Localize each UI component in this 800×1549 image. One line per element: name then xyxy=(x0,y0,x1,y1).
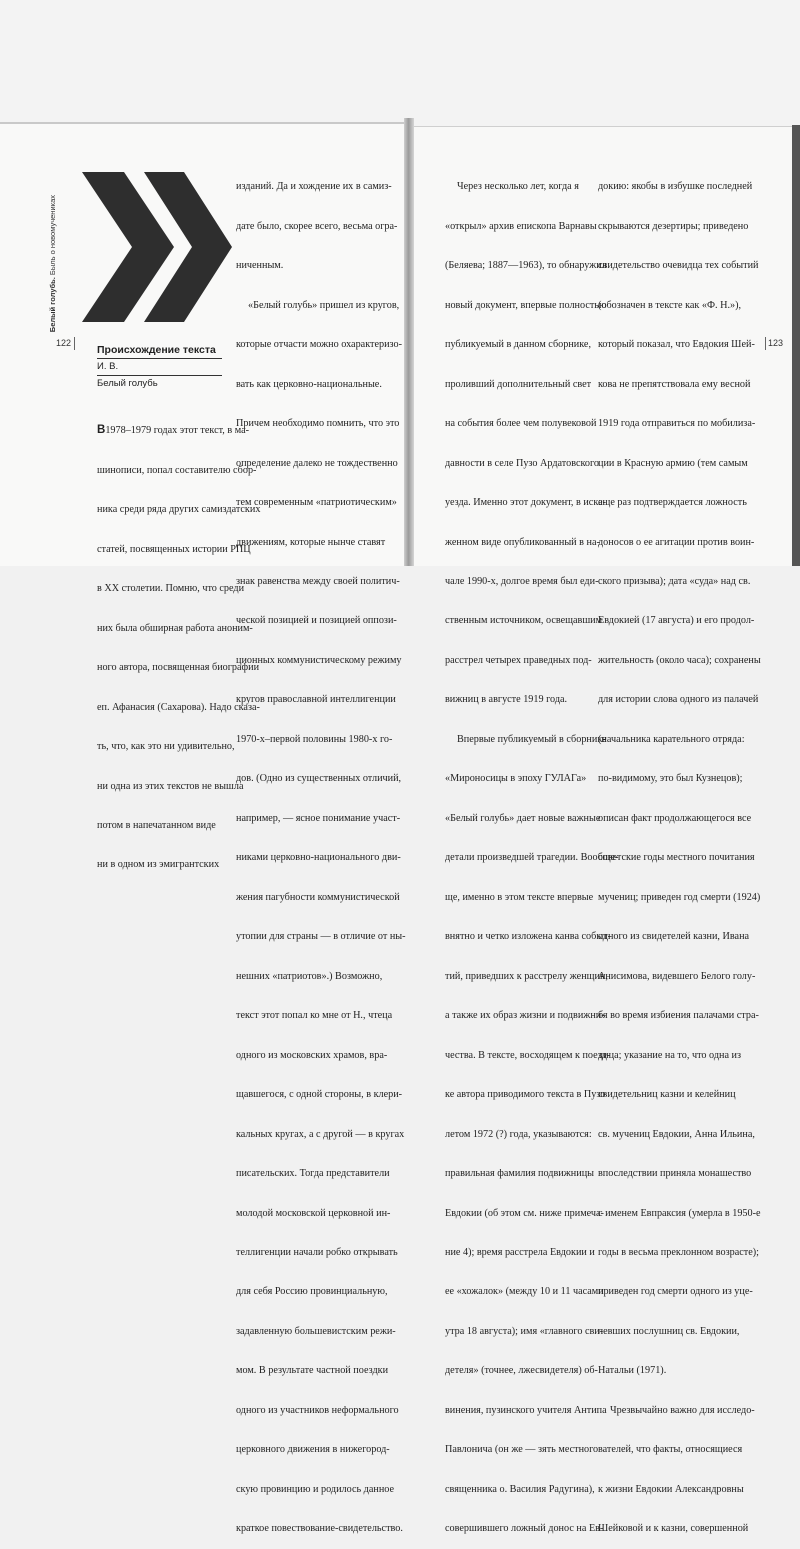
col2-line-1: дате было, скорее всего, весьма огра- xyxy=(236,220,398,232)
col3-line-10: чале 1990-х, долгое время был еди- xyxy=(445,576,599,587)
col3-line-30: детеля» (точнее, лжесвидетеля) об- xyxy=(445,1365,598,1377)
col2-line-7: определение далеко не тождественно xyxy=(236,457,398,469)
col4-line-14: (начальника карательного отряда: xyxy=(598,733,745,745)
col2-line-12: ционных коммунистическому режиму xyxy=(236,654,402,666)
col4-line-27: годы в весьма преклонном возрасте); xyxy=(598,1246,759,1258)
col2-line-19: утопии для страны — в отличие от ны- xyxy=(236,931,406,943)
col2-line-33: скую провинцию и родилось данное xyxy=(236,1483,395,1495)
col1-line-6: ного автора, посвященная биографии xyxy=(97,662,260,674)
col4-line-15: по-видимому, это был Кузнецов); xyxy=(598,773,743,785)
scan-background xyxy=(0,0,800,128)
drop-letter: В xyxy=(97,424,106,437)
col2-line-23: щавшегося, с одной стороны, в клери- xyxy=(236,1089,403,1101)
col4-line-25: впоследствии приняла монашество xyxy=(598,1168,752,1180)
section-rule xyxy=(97,375,222,376)
col4-line-3: (обозначен в тексте как «Ф. Н.»), xyxy=(598,299,742,311)
col2-line-11: ческой позицией и позицией оппози- xyxy=(236,615,397,627)
column-3 xyxy=(445,154,619,1549)
col2-line-25: писательских. Тогда представители xyxy=(236,1168,390,1180)
col2-line-8: тем современным «патриотическим» xyxy=(236,497,397,509)
col2-line-2: ниченным. xyxy=(236,260,284,272)
col2-line-28: для себя Россию провинциальную, xyxy=(236,1286,388,1298)
col3-line-9: женном виде опубликованный в на- xyxy=(445,536,600,548)
col3-line-24: летом 1972 (?) года, указываются: xyxy=(445,1128,592,1140)
col4-line-16: описан факт продолжающегося все xyxy=(598,812,752,824)
col2-line-34: краткое повествование-свидетельство. xyxy=(236,1523,403,1535)
col2-line-26: молодой московской церковной ин- xyxy=(236,1207,391,1219)
running-head xyxy=(48,195,57,332)
col2-line-0: изданий. Да и хождение их в самиз- xyxy=(236,181,392,193)
col2-line-32: церковного движения в нижегород- xyxy=(236,1444,390,1456)
col4-line-28: приведен год смерти одного из уце- xyxy=(598,1286,753,1298)
col3-line-15: «Мироносицы в эпоху ГУЛАГа» xyxy=(445,773,587,785)
col1-line-4: в XX столетии. Помню, что среди xyxy=(97,583,245,595)
col2-line-6: Причем необходимо помнить, что это xyxy=(236,418,400,430)
col4-line-2: свидетельство очевидца тех событий xyxy=(598,260,759,272)
col2-line-10: знак равенства между своей политич- xyxy=(236,576,400,587)
col4-line-6: 1919 года отправиться по мобилиза- xyxy=(598,418,756,430)
col3-line-18: ще, именно в этом тексте впервые xyxy=(445,891,594,903)
section-rule xyxy=(97,358,222,359)
chevron-ornament-icon xyxy=(72,170,232,330)
col1-line-9: ни одна из этих текстов не вышла xyxy=(97,780,244,792)
col3-line-31: винения, пузинского учителя Антипа xyxy=(445,1404,607,1416)
col4-line-22: дица; указание на то, что одна из xyxy=(598,1049,742,1061)
col1-line-8: ть, что, как это ни удивительно, xyxy=(97,741,235,753)
col3-line-19: внятно и четко изложена канва событ- xyxy=(445,931,612,943)
col2-line-4: которые отчасти можно охарактеризо- xyxy=(236,339,402,351)
col3-line-12: расстрел четырех праведных под- xyxy=(445,654,592,666)
col4-line-31: Чрезвычайно важно для исследо- xyxy=(610,1404,755,1416)
col2-line-20: нешних «патриотов».) Возможно, xyxy=(236,970,383,982)
col3-line-16: «Белый голубь» дает новые важные xyxy=(445,812,601,824)
col3-line-22: чества. В тексте, восходящем к поезд- xyxy=(445,1049,611,1061)
col4-line-24: св. мучениц Евдокии, Анна Ильина, xyxy=(598,1128,755,1140)
col3-line-3: новый документ, впервые полностью xyxy=(445,299,607,311)
col3-line-2: (Беляева; 1887—1963), то обнаружил xyxy=(445,260,607,272)
col4-line-0: докию: якобы в избушке последней xyxy=(598,181,753,193)
col3-line-33: священника о. Василия Радугина), xyxy=(445,1483,595,1495)
col4-line-4: который показал, что Евдокия Шей- xyxy=(598,339,755,351)
col1-line-3: статей, посвященных истории РПЦ xyxy=(97,543,251,555)
col4-line-33: к жизни Евдокии Александровны xyxy=(598,1483,744,1495)
scanner-edge xyxy=(792,125,800,566)
col2-line-14: 1970-х–первой половины 1980-х го- xyxy=(236,733,393,745)
col3-line-17: детали произведшей трагедии. Вообще- xyxy=(445,852,619,864)
col2-line-22: одного из московских храмов, вра- xyxy=(236,1049,388,1061)
col3-line-29: утра 18 августа); имя «главного сви- xyxy=(445,1325,604,1337)
col4-line-19: одного из свидетелей казни, Ивана xyxy=(598,931,750,943)
col4-line-18: мучениц; приведен год смерти (1924) xyxy=(598,891,761,903)
section-author: И. В. xyxy=(97,361,119,372)
col3-line-13: вижниц в августе 1919 года. xyxy=(445,694,568,706)
page-number-right: 123 xyxy=(768,338,784,348)
col2-line-15: дов. (Одно из существенных отличий, xyxy=(236,773,402,785)
col1-line-0: 1978–1979 годах этот текст, в ма- xyxy=(105,425,250,437)
left-page-top-edge xyxy=(0,122,408,124)
col2-line-21: текст этот попал ко мне от Н., чтеца xyxy=(236,1010,393,1022)
col4-line-5: кова не препятствовала ему весной xyxy=(598,378,751,390)
col3-line-25: правильная фамилия подвижницы xyxy=(445,1168,594,1180)
col4-line-1: скрываются дезертиры; приведено xyxy=(598,220,749,232)
col3-line-32: Павлонича (он же — зять местного xyxy=(445,1444,599,1456)
col1-line-2: ника среди ряда других самиздатских xyxy=(97,504,261,516)
col4-line-12: жительность (около часа); сохранены xyxy=(598,654,761,666)
col4-line-7: ции в Красную армию (тем самым xyxy=(598,457,748,469)
section-subtitle: Белый голубь xyxy=(97,378,158,389)
col4-line-8: еще раз подтверждается ложность xyxy=(598,497,747,509)
col3-line-14: Впервые публикуемый в сборнике xyxy=(457,733,607,745)
page-number-right-bar xyxy=(765,337,766,350)
right-page-top-edge xyxy=(410,126,792,127)
col3-line-23: ке автора приводимого текста в Пузо xyxy=(445,1089,606,1101)
col4-line-29: левших послушниц св. Евдокии, xyxy=(598,1325,740,1337)
col2-line-9: движениям, которые нынче ставят xyxy=(236,536,386,548)
col3-line-5: проливший дополнительный свет xyxy=(445,378,592,390)
col2-line-18: жения пагубности коммунистической xyxy=(236,891,400,903)
col3-line-1: «открыл» архив епископа Варнавы xyxy=(445,220,597,232)
col3-line-34: совершившего ложный донос на Ев- xyxy=(445,1523,604,1535)
running-head-bold: Белый голубь. xyxy=(48,277,57,333)
page-number-left-bar xyxy=(74,337,75,350)
col4-line-13: для истории слова одного из палачей xyxy=(598,694,759,706)
column-2 xyxy=(236,154,406,1549)
col1-line-7: еп. Афанасия (Сахарова). Надо сказа- xyxy=(97,701,260,713)
col2-line-17: никами церковно-национального дви- xyxy=(236,852,401,864)
col2-line-13: кругов православной интеллигенции xyxy=(236,694,396,706)
col4-line-21: бя во время избиения палачами стра- xyxy=(598,1010,759,1022)
col4-line-17: советские годы местного почитания xyxy=(598,852,755,864)
col3-line-8: уезда. Именно этот документ, в иска- xyxy=(445,497,607,509)
col4-line-23: свидетельниц казни и келейниц xyxy=(598,1089,736,1101)
col1-line-10: потом в напечатанном виде xyxy=(97,820,216,831)
col2-line-24: кальных кругах, а с другой — в кругах xyxy=(236,1128,405,1140)
col4-line-11: Евдокией (17 августа) и его продол- xyxy=(598,615,755,627)
col4-line-34: Шейковой и к казни, совершенной xyxy=(598,1523,749,1535)
col2-line-27: теллигенции начали робко открывать xyxy=(236,1246,398,1258)
col2-line-3: «Белый голубь» пришел из кругов, xyxy=(248,299,400,311)
col2-line-16: например, — ясное понимание участ- xyxy=(236,812,401,824)
col3-line-0: Через несколько лет, когда я xyxy=(457,181,579,193)
col2-line-31: одного из участников неформального xyxy=(236,1404,399,1416)
col3-line-20: тий, приведших к расстрелу женщин, xyxy=(445,970,608,982)
col3-line-4: публикуемый в данном сборнике, xyxy=(445,339,591,351)
col3-line-28: ее «хожалок» (между 10 и 11 часами xyxy=(445,1286,604,1298)
col2-line-29: задавленную большевистским режи- xyxy=(236,1325,396,1337)
page-number-left: 122 xyxy=(56,338,72,348)
col3-line-21: а также их образ жизни и подвижни- xyxy=(445,1010,605,1022)
running-head-rest: Быль о новомучениках xyxy=(48,195,57,278)
col1-line-1: шинописи, попал составителю сбор- xyxy=(97,464,257,476)
section-title: Происхождение текста xyxy=(97,344,216,356)
col3-line-11: ственным источником, освещавшим xyxy=(445,615,603,627)
col4-line-26: с именем Евпраксия (умерла в 1950-е xyxy=(598,1207,761,1219)
col3-line-6: на события более чем полувековой xyxy=(445,418,597,430)
col3-line-7: давности в селе Пузо Ардатовского xyxy=(445,457,600,469)
col1-line-5: них была обширная работа аноним- xyxy=(97,622,253,634)
col1-line-11: ни в одном из эмигрантских xyxy=(97,859,220,871)
column-4 xyxy=(598,154,761,1549)
col4-line-9: доносов о ее агитации против воин- xyxy=(598,536,755,548)
col4-line-32: вателей, что факты, относящиеся xyxy=(598,1444,743,1456)
col2-line-30: мом. В результате частной поездки xyxy=(236,1365,389,1377)
col2-line-5: вать как церковно-национальные. xyxy=(236,378,382,390)
col3-line-26: Евдокии (об этом см. ниже примеча- xyxy=(445,1207,604,1219)
col4-line-30: Натальи (1971). xyxy=(598,1365,667,1377)
col4-line-10: ского призыва); дата «суда» над св. xyxy=(598,576,751,587)
col4-line-20: Анисимова, видевшего Белого голу- xyxy=(598,970,756,982)
col3-line-27: ние 4); время расстрела Евдокии и xyxy=(445,1246,595,1258)
